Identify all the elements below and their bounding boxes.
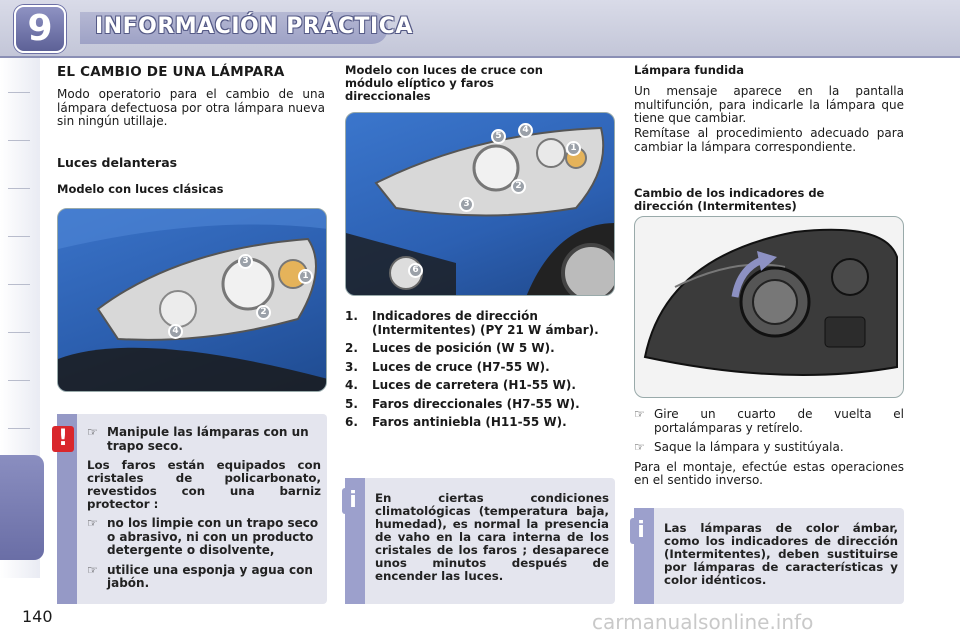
lamp-list [345, 310, 620, 435]
list-item: 6. Faros antiniebla (H11-55 W). [345, 415, 567, 429]
step-item: ☞ Saque la lámpara y sustitúyala. [634, 440, 844, 454]
list-item: 4. Luces de carretera (H1-55 W). [345, 378, 576, 392]
headlamp-classic-photo [57, 208, 327, 392]
section-title: EL CAMBIO DE UNA LÁMPARA [57, 64, 285, 80]
rail-tick [8, 428, 30, 429]
model-classic-title: Modelo con luces clásicas [57, 182, 224, 196]
rail-tick [8, 188, 30, 189]
list-item: 5. Faros direccionales (H7-55 W). [345, 396, 580, 411]
warning-bullet: ☞ no los limpie con un trapo seco o abrasivo, ni con un producto detergente o disolvente, [87, 516, 319, 557]
chapter-tab[interactable] [0, 455, 44, 560]
warning-icon: ! [52, 426, 74, 452]
hand-pointing-icon: ☞ [634, 440, 645, 454]
warning-text [87, 426, 321, 597]
hand-pointing-icon: ☞ [87, 562, 98, 577]
photo-callout: 3 [238, 254, 253, 269]
warning-bullet: ☞ Manipule las lámparas con un trapo seco. [87, 425, 309, 453]
photo-callout: 4 [518, 123, 533, 138]
info-icon: i [630, 518, 652, 544]
hand-pointing-icon: ☞ [634, 407, 645, 421]
headlamp-rear-drawing [635, 217, 904, 398]
warning-paragraph: Los faros están equipados con cristales de policarbonato, revestidos con una barniz protector : [87, 458, 321, 511]
chapter-number: 9 [14, 5, 66, 53]
photo-callout: 6 [408, 263, 423, 278]
indicators-title: Cambio de los indicadores de dirección (Intermitentes) [634, 186, 825, 213]
burnt-lamp-paragraph: Un mensaje aparece en la pantalla multifunción, para indicarle la lámpara que tiene que cambiar. [634, 84, 904, 125]
info-note [634, 508, 904, 604]
steps [634, 408, 904, 488]
photo-callout: 4 [168, 324, 183, 339]
photo-callout: 2 [256, 305, 271, 320]
rail-tick [8, 332, 30, 333]
rail-tick [8, 236, 30, 237]
intro-paragraph: Modo operatorio para el cambio de una lámpara defectuosa por otra lámpara nueva sin ningún utillaje. [57, 87, 325, 128]
info-note [345, 478, 615, 604]
list-item: 3. Luces de cruce (H7-55 W). [345, 359, 550, 374]
headlamp-classic-illustration [58, 209, 327, 392]
info-icon: i [342, 488, 364, 514]
list-item: 1. Indicadores de dirección (Intermitentes) (PY 21 W ámbar). [345, 309, 599, 337]
page-title: INFORMACIÓN PRÁCTICA [95, 14, 413, 39]
headlamp-elliptical-photo [345, 112, 615, 296]
model-elliptical-title: Modelo con luces de cruce con módulo elíptico y faros direccionales [345, 63, 543, 103]
rail-tick [8, 140, 30, 141]
photo-callout: 5 [491, 129, 506, 144]
procedure-paragraph: Remítase al procedimiento adecuado para cambiar la lámpara correspondiente. [634, 126, 904, 154]
indicator-removal-illustration [634, 216, 904, 398]
step-item: ☞ Gire un cuarto de vuelta el portalámparas y retírelo. [634, 407, 904, 435]
list-item: 2. Luces de posición (W 5 W). [345, 341, 555, 355]
hand-pointing-icon: ☞ [87, 516, 98, 530]
assembly-paragraph: Para el montaje, efectúe estas operaciones en el sentido inverso. [634, 459, 904, 487]
warning-bullet: ☞ utilice una esponja y agua con jabón. [87, 562, 313, 590]
info-text: En ciertas condiciones climatológicas (temperatura baja, humedad), es normal la presencia de vaho en la cara interna de los cristales de los faros ; desaparece unos minutos después de encender las luces. [375, 491, 610, 583]
burnt-lamp-title: Lámpara fundida [634, 63, 745, 77]
rail-tick [8, 380, 30, 381]
photo-callout: 2 [511, 179, 526, 194]
photo-callout: 1 [298, 269, 313, 284]
watermark: carmanualsonline.info [592, 610, 814, 634]
rail-tick [8, 284, 30, 285]
rail-tick [8, 92, 30, 93]
hand-pointing-icon: ☞ [87, 425, 98, 439]
page-number: 140 [22, 607, 53, 626]
photo-callout: 3 [459, 197, 474, 212]
photo-callout: 1 [566, 141, 581, 156]
info-text: Las lámparas de color ámbar, como los indicadores de dirección (Intermitentes), deben sustituirse por lámparas de características y color idénticos. [664, 521, 898, 587]
warning-note [57, 414, 327, 604]
subsection-title: Luces delanteras [57, 155, 178, 170]
